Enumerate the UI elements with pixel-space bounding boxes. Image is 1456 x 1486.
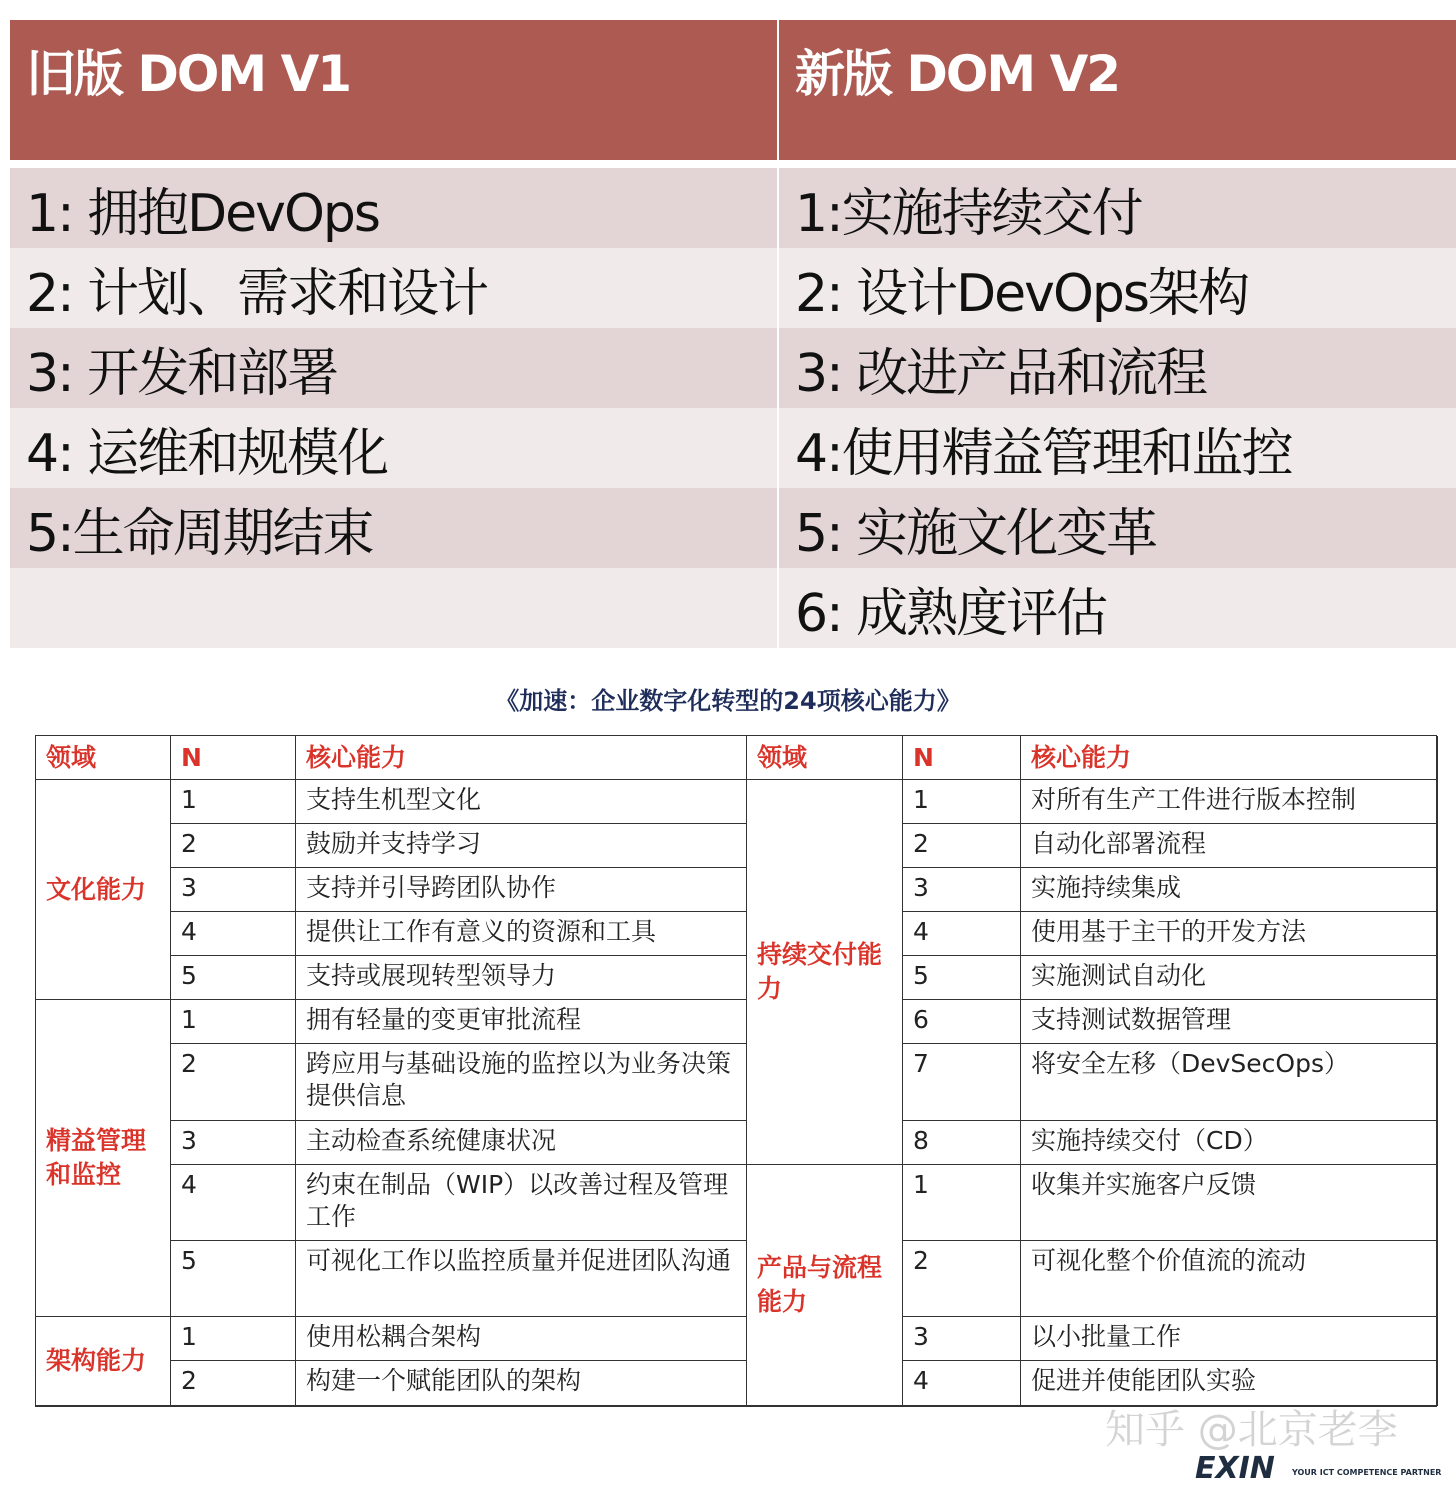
capability-cell: 收集并实施客户反馈 — [1021, 1165, 1438, 1241]
number-cell: 2 — [903, 824, 1021, 868]
new-version-header: 新版 DOM V2 — [795, 45, 1120, 103]
capability-cell: 实施持续集成 — [1021, 868, 1438, 912]
dom-comparison-table — [10, 20, 1456, 648]
capability-cell: 使用松耦合架构 — [296, 1317, 747, 1361]
number-cell: 2 — [171, 824, 296, 868]
capability-cell: 将安全左移（DevSecOps） — [1021, 1044, 1438, 1121]
new-item: 1:实施持续交付 — [795, 183, 1142, 244]
column-header: 领域 — [747, 736, 903, 780]
watermark: 知乎 @北京老李 — [1105, 1407, 1398, 1453]
capability-cell: 提供让工作有意义的资源和工具 — [296, 912, 747, 956]
logo-tagline: YOUR ICT COMPETENCE PARTNER — [1292, 1468, 1442, 1477]
number-cell: 2 — [171, 1044, 296, 1121]
capability-cell: 促进并使能团队实验 — [1021, 1361, 1438, 1406]
new-item: 3: 改进产品和流程 — [795, 343, 1207, 404]
column-header: 领域 — [36, 736, 171, 780]
number-cell: 3 — [903, 1317, 1021, 1361]
old-version-header: 旧版 DOM V1 — [10, 20, 779, 160]
capability-cell: 使用基于主干的开发方法 — [1021, 912, 1438, 956]
capability-cell: 实施持续交付（CD） — [1021, 1121, 1438, 1165]
comparison-row — [10, 568, 1456, 648]
capability-cell: 可视化整个价值流的流动 — [1021, 1241, 1438, 1317]
number-cell: 3 — [171, 868, 296, 912]
capability-cell: 支持生机型文化 — [296, 780, 747, 824]
column-header: N — [903, 736, 1021, 780]
old-item — [10, 568, 779, 648]
old-item: 4: 运维和规模化 — [10, 408, 779, 488]
capability-cell: 可视化工作以监控质量并促进团队沟通 — [296, 1241, 747, 1317]
column-header: 核心能力 — [296, 736, 747, 780]
new-item: 5: 实施文化变革 — [795, 503, 1157, 564]
exin-logo: EXIN — [1195, 1451, 1275, 1486]
capability-cell: 自动化部署流程 — [1021, 824, 1438, 868]
number-cell: 5 — [171, 956, 296, 1000]
capabilities-panel — [0, 650, 1456, 1486]
capability-cell: 实施测试自动化 — [1021, 956, 1438, 1000]
number-cell: 1 — [903, 1165, 1021, 1241]
old-item: 3: 开发和部署 — [10, 328, 779, 408]
domain-cell: 产品与流程能力 — [747, 1165, 903, 1406]
comparison-row — [10, 168, 1456, 248]
capability-cell: 以小批量工作 — [1021, 1317, 1438, 1361]
number-cell: 8 — [903, 1121, 1021, 1165]
comparison-row — [10, 328, 1456, 408]
old-item: 2: 计划、需求和设计 — [10, 248, 779, 328]
number-cell: 4 — [171, 912, 296, 956]
number-cell: 1 — [171, 780, 296, 824]
capability-cell: 约束在制品（WIP）以改善过程及管理工作 — [296, 1165, 747, 1241]
domain-cell: 精益管理和监控 — [36, 1000, 171, 1317]
capability-cell: 构建一个赋能团队的架构 — [296, 1361, 747, 1406]
comparison-row — [10, 488, 1456, 568]
number-cell: 4 — [903, 1361, 1021, 1406]
capability-cell: 支持并引导跨团队协作 — [296, 868, 747, 912]
column-header: N — [171, 736, 296, 780]
capability-cell: 鼓励并支持学习 — [296, 824, 747, 868]
comparison-header — [10, 20, 1456, 160]
capability-cell: 对所有生产工件进行版本控制 — [1021, 780, 1438, 824]
domain-cell: 架构能力 — [36, 1317, 171, 1406]
old-item: 1: 拥抱DevOps — [10, 168, 779, 248]
capability-cell: 拥有轻量的变更审批流程 — [296, 1000, 747, 1044]
new-item: 2: 设计DevOps架构 — [795, 263, 1248, 324]
comparison-row — [10, 408, 1456, 488]
column-header: 核心能力 — [1021, 736, 1438, 780]
number-cell: 3 — [171, 1121, 296, 1165]
number-cell: 5 — [903, 956, 1021, 1000]
number-cell: 4 — [903, 912, 1021, 956]
capability-cell: 主动检查系统健康状况 — [296, 1121, 747, 1165]
number-cell: 3 — [903, 868, 1021, 912]
comparison-rows — [10, 168, 1456, 648]
domain-cell: 文化能力 — [36, 780, 171, 1000]
capability-cell: 支持测试数据管理 — [1021, 1000, 1438, 1044]
number-cell: 1 — [171, 1000, 296, 1044]
capability-cell: 支持或展现转型领导力 — [296, 956, 747, 1000]
number-cell: 1 — [171, 1317, 296, 1361]
number-cell: 2 — [903, 1241, 1021, 1317]
number-cell: 2 — [171, 1361, 296, 1406]
number-cell: 6 — [903, 1000, 1021, 1044]
number-cell: 5 — [171, 1241, 296, 1317]
new-item: 6: 成熟度评估 — [795, 583, 1107, 644]
old-item: 5:生命周期结束 — [10, 488, 779, 568]
number-cell: 1 — [903, 780, 1021, 824]
number-cell: 4 — [171, 1165, 296, 1241]
new-item: 4:使用精益管理和监控 — [795, 423, 1292, 484]
comparison-row — [10, 248, 1456, 328]
domain-cell: 持续交付能力 — [747, 780, 903, 1165]
capability-cell: 跨应用与基础设施的监控以为业务决策提供信息 — [296, 1044, 747, 1121]
number-cell: 7 — [903, 1044, 1021, 1121]
capabilities-table — [35, 735, 1437, 1407]
capabilities-title: 《加速：企业数字化转型的24项核心能力》 — [495, 687, 961, 715]
